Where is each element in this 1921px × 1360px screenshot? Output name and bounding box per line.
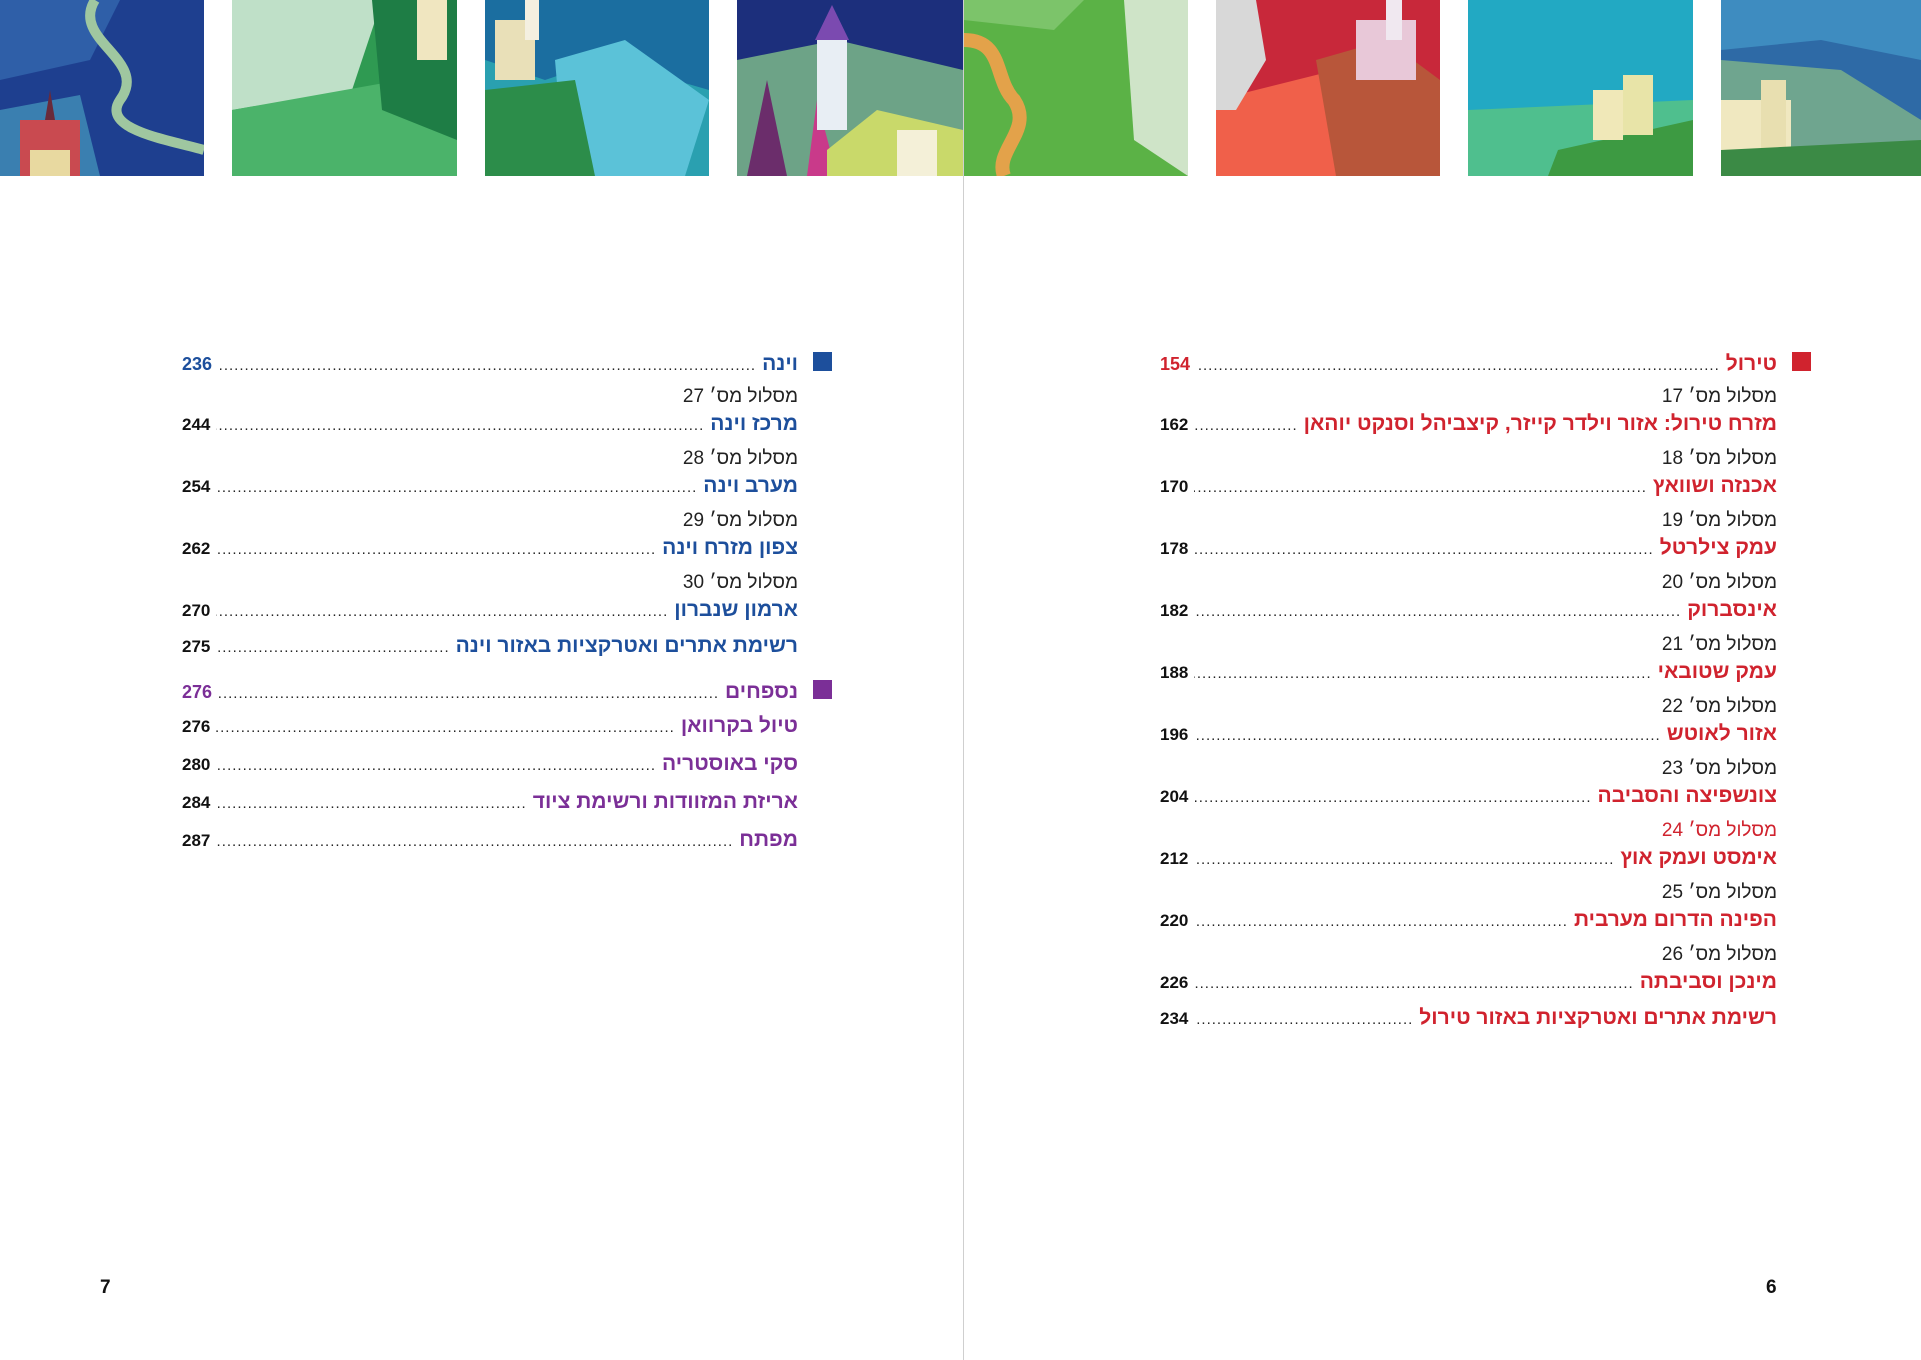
- route-number: 21: [1661, 634, 1684, 655]
- route-page-number: 162: [1160, 415, 1189, 434]
- section-heading-vienna[interactable]: [182, 352, 798, 378]
- dot-leader: [1194, 789, 1591, 806]
- dot-leader: [1194, 665, 1651, 682]
- dot-leader: [1194, 975, 1633, 992]
- toc-route-entry[interactable]: [1160, 448, 1777, 500]
- route-page-number: 188: [1160, 663, 1189, 682]
- route-number: 20: [1661, 572, 1684, 593]
- route-page-number: 204: [1160, 787, 1189, 806]
- route-number: 30: [682, 572, 705, 593]
- route-label: מסלול מס׳: [709, 572, 798, 593]
- entry-title: מפתח: [739, 828, 798, 851]
- dot-leader: [1194, 479, 1647, 496]
- route-number-line: [1160, 944, 1777, 970]
- dot-leader: [1194, 727, 1660, 744]
- route-title: מרכז וינה: [710, 412, 798, 435]
- route-number-line: [1160, 634, 1777, 660]
- route-label: מסלול מס׳: [1688, 634, 1777, 655]
- dot-leader: [216, 541, 656, 558]
- route-number-line: [1160, 882, 1777, 908]
- route-label: מסלול מס׳: [709, 448, 798, 469]
- toc-route-entry[interactable]: [1160, 386, 1777, 438]
- page-number-left: 7: [100, 1277, 111, 1298]
- toc-appendix-entry[interactable]: [182, 828, 798, 854]
- entry-title: רשימת אתרים ואטרקציות באזור וינה: [455, 634, 798, 657]
- entry-title: אריזת המזוודות ורשימת ציוד: [532, 790, 798, 813]
- dot-leader: [1194, 851, 1614, 868]
- entry-page-number: 280: [182, 755, 211, 774]
- toc-route-entry[interactable]: [1160, 634, 1777, 686]
- route-label: מסלול מס׳: [709, 386, 798, 407]
- toc-tyrol: [1160, 352, 1777, 1044]
- route-number-line: [1160, 758, 1777, 784]
- dot-leader: [216, 479, 697, 496]
- section-page-number: 276: [182, 682, 213, 702]
- route-number: 17: [1661, 386, 1684, 407]
- route-page-number: 170: [1160, 477, 1189, 496]
- route-label: מסלול מס׳: [1688, 572, 1777, 593]
- dot-leader: [1194, 913, 1568, 930]
- route-number: 27: [682, 386, 705, 407]
- toc-route-entry[interactable]: [1160, 572, 1777, 624]
- section-page-number: 154: [1160, 354, 1191, 374]
- toc-route-entry[interactable]: [182, 448, 798, 500]
- header-illustration-tile: [737, 0, 963, 176]
- route-number: 26: [1661, 944, 1684, 965]
- toc-route-entry[interactable]: [182, 386, 798, 438]
- route-label: מסלול מס׳: [1688, 696, 1777, 717]
- header-illustration-tile: [1468, 0, 1693, 176]
- route-page-number: 262: [182, 539, 211, 558]
- dot-leader: [1194, 541, 1653, 558]
- route-number-line: [1160, 820, 1777, 846]
- route-title: ארמון שנברון: [674, 598, 798, 621]
- section-marker-square: [813, 352, 832, 371]
- toc-route-entry[interactable]: [1160, 758, 1777, 810]
- toc-appendix-entry[interactable]: [182, 752, 798, 778]
- book-spine: [963, 0, 964, 1360]
- entry-page-number: 287: [182, 831, 211, 850]
- entry-page-number: 275: [182, 637, 211, 656]
- route-title: אכנזה ושוואץ: [1652, 474, 1777, 497]
- header-illustration-tile: [0, 0, 204, 176]
- route-title: הפינה הדרום מערבית: [1573, 908, 1777, 931]
- entry-page-number: 284: [182, 793, 211, 812]
- route-page-number: 270: [182, 601, 211, 620]
- toc-route-entry[interactable]: [1160, 820, 1777, 872]
- route-label: מסלול מס׳: [709, 510, 798, 531]
- section-title: טירול: [1725, 352, 1777, 375]
- header-illustration-tile: [232, 0, 457, 176]
- dot-leader: [216, 639, 449, 656]
- route-title: עמק צילרטל: [1659, 536, 1777, 559]
- toc-entry-vienna-attractions[interactable]: [182, 634, 798, 660]
- dot-leader: [1194, 603, 1681, 620]
- toc-route-entry[interactable]: [182, 572, 798, 624]
- route-page-number: 178: [1160, 539, 1189, 558]
- dot-leader: [218, 357, 756, 374]
- route-title: אזור לאוטש: [1666, 722, 1777, 745]
- route-title: צפון מזרח וינה: [662, 536, 798, 559]
- toc-appendix-entry[interactable]: [182, 714, 798, 740]
- dot-leader: [216, 795, 526, 812]
- dot-leader: [1194, 417, 1297, 434]
- section-title: וינה: [762, 352, 798, 375]
- route-label: מסלול מס׳: [1688, 820, 1777, 841]
- dot-leader: [216, 833, 733, 850]
- route-title: מינכן וסביבתה: [1639, 970, 1777, 993]
- section-marker-square: [1792, 352, 1811, 371]
- route-page-number: 182: [1160, 601, 1189, 620]
- dot-leader: [216, 757, 656, 774]
- route-label: מסלול מס׳: [1688, 882, 1777, 903]
- dot-leader: [216, 417, 704, 434]
- route-number-line: [182, 510, 798, 536]
- route-title: אימסט ועמק אוץ: [1620, 846, 1777, 869]
- header-illustration-tile: [964, 0, 1188, 176]
- route-page-number: 212: [1160, 849, 1189, 868]
- page-number-right: 6: [1766, 1277, 1777, 1298]
- entry-page-number: 234: [1160, 1009, 1189, 1028]
- header-illustration-tile: [1216, 0, 1440, 176]
- toc-route-entry[interactable]: [1160, 696, 1777, 748]
- route-number: 18: [1661, 448, 1684, 469]
- entry-page-number: 276: [182, 717, 211, 736]
- route-label: מסלול מס׳: [1688, 386, 1777, 407]
- section-page-number: 236: [182, 354, 213, 374]
- route-title: מזרח טירול: אזור וילדר קייזר, קיצביהל וסנקט יוהאן: [1303, 412, 1777, 435]
- toc-route-entry[interactable]: [1160, 510, 1777, 562]
- route-number: 24: [1661, 820, 1684, 841]
- route-title: עמק שטובאי: [1657, 660, 1777, 683]
- route-title: צונשפיצה והסביבה: [1597, 784, 1777, 807]
- route-number: 29: [682, 510, 705, 531]
- route-page-number: 244: [182, 415, 211, 434]
- header-illustration-tile: [1721, 0, 1921, 176]
- dot-leader: [1194, 1011, 1413, 1028]
- route-label: מסלול מס׳: [1688, 758, 1777, 779]
- route-number-line: [1160, 386, 1777, 412]
- route-number: 22: [1661, 696, 1684, 717]
- route-number-line: [182, 448, 798, 474]
- route-number-line: [1160, 572, 1777, 598]
- entry-title: רשימת אתרים ואטרקציות באזור טירול: [1419, 1006, 1777, 1029]
- route-number-line: [182, 386, 798, 412]
- toc-appendix-entry[interactable]: [182, 790, 798, 816]
- section-marker-square: [813, 680, 832, 699]
- section-heading-tyrol[interactable]: [1160, 352, 1777, 378]
- route-number-line: [1160, 696, 1777, 722]
- route-number: 23: [1661, 758, 1684, 779]
- route-number-line: [182, 572, 798, 598]
- header-illustration-tile: [485, 0, 709, 176]
- route-title: מערב וינה: [703, 474, 798, 497]
- dot-leader: [218, 685, 719, 702]
- section-title: נספחים: [725, 680, 798, 703]
- toc-route-entry[interactable]: [182, 510, 798, 562]
- route-number: 25: [1661, 882, 1684, 903]
- route-label: מסלול מס׳: [1688, 448, 1777, 469]
- route-label: מסלול מס׳: [1688, 510, 1777, 531]
- toc-entry-tyrol-attractions[interactable]: [1160, 1006, 1777, 1032]
- entry-title: טיול בקרוואן: [680, 714, 798, 737]
- entry-title: סקי באוסטריה: [662, 752, 798, 775]
- dot-leader: [216, 603, 668, 620]
- route-page-number: 220: [1160, 911, 1189, 930]
- toc-vienna: [182, 352, 798, 866]
- dot-leader: [1196, 357, 1720, 374]
- route-page-number: 196: [1160, 725, 1189, 744]
- route-title: אינסברוק: [1687, 598, 1777, 621]
- toc-route-entry[interactable]: [1160, 944, 1777, 996]
- route-number: 28: [682, 448, 705, 469]
- dot-leader: [216, 719, 674, 736]
- route-label: מסלול מס׳: [1688, 944, 1777, 965]
- route-number: 19: [1661, 510, 1684, 531]
- route-number-line: [1160, 448, 1777, 474]
- route-number-line: [1160, 510, 1777, 536]
- route-page-number: 254: [182, 477, 211, 496]
- section-heading-appendix[interactable]: [182, 680, 798, 706]
- toc-route-entry[interactable]: [1160, 882, 1777, 934]
- route-page-number: 226: [1160, 973, 1189, 992]
